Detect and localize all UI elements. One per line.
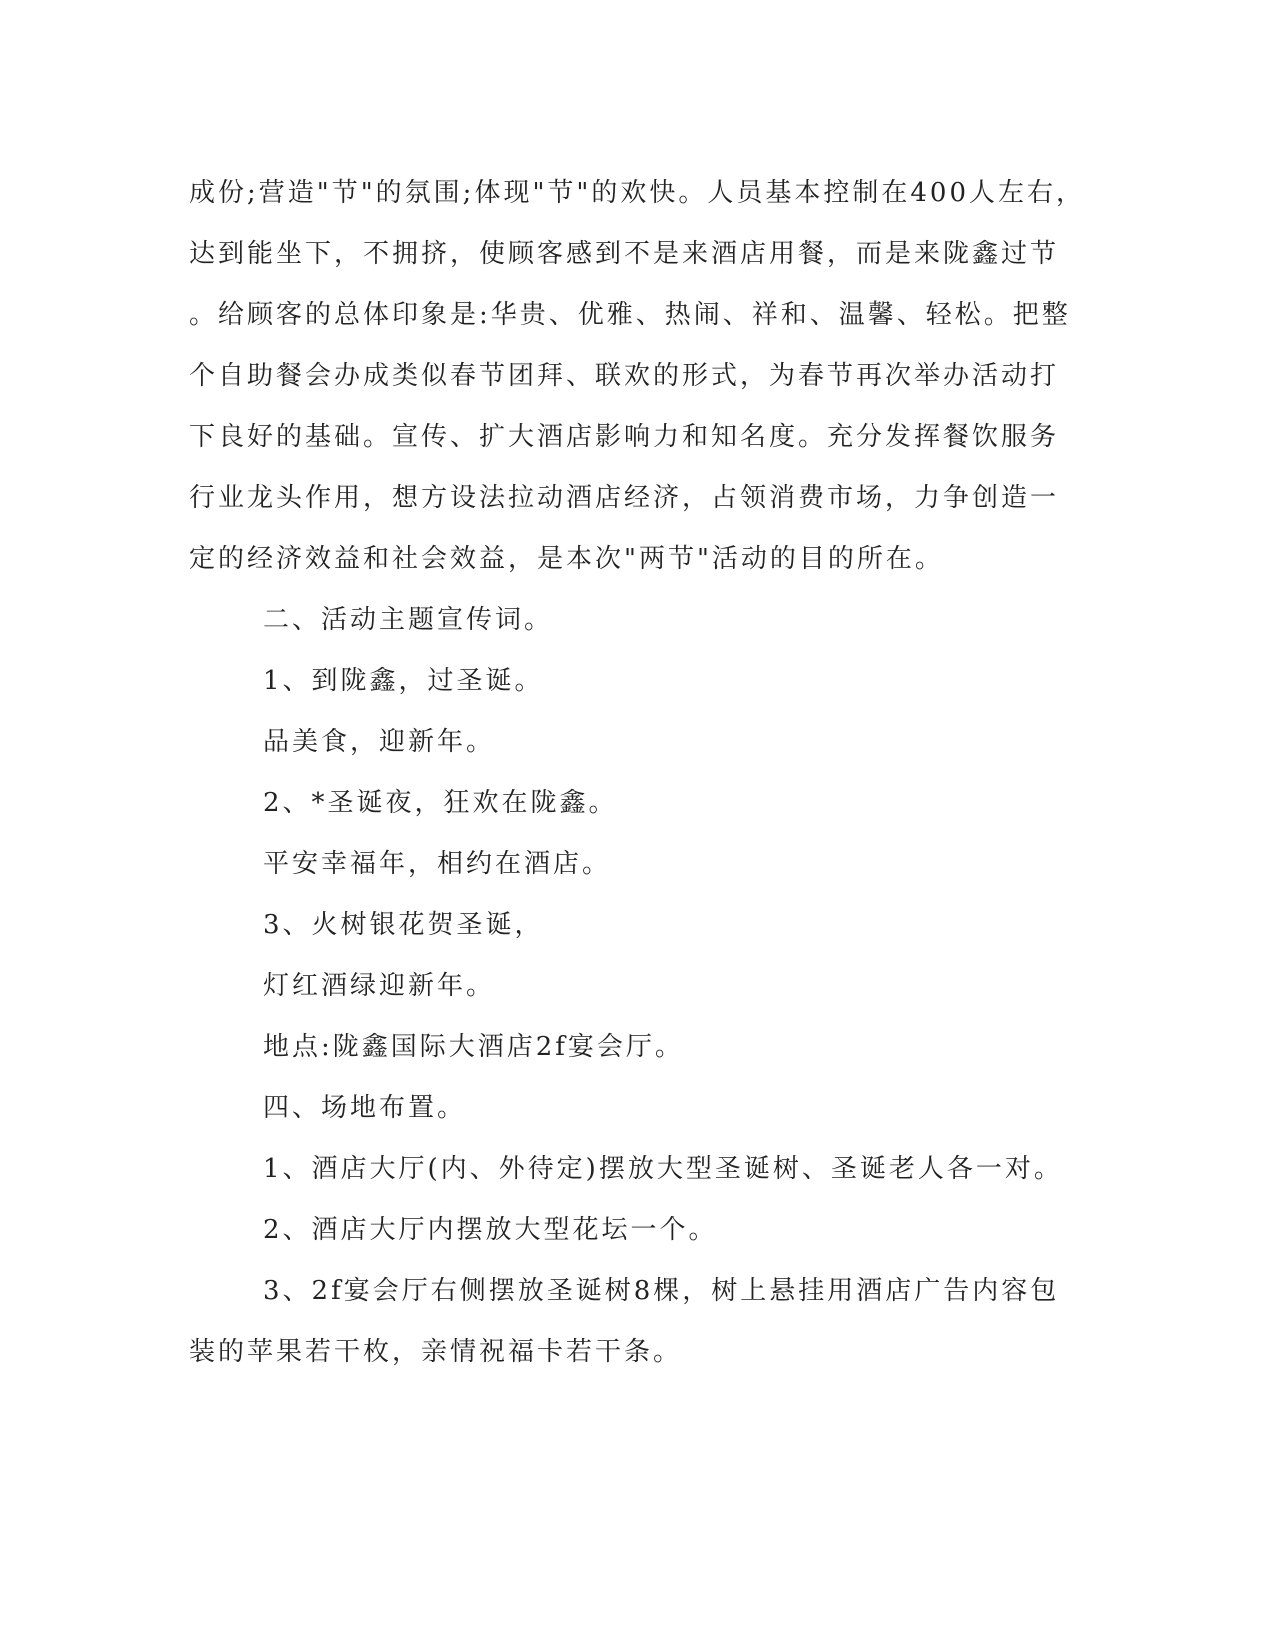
section-heading-venue-setup: 四、场地布置。 [263, 1093, 467, 1123]
paragraph-line: 行业龙头作用，想方设法拉动酒店经济，占领消费市场，力争创造一 [189, 483, 1060, 513]
paragraph-line: 达到能坐下，不拥挤，使顾客感到不是来酒店用餐，而是来陇鑫过节 [189, 239, 1060, 269]
paragraph-line: 个自助餐会办成类似春节团拜、联欢的形式，为春节再次举办活动打 [189, 361, 1060, 391]
section-heading-theme-slogans: 二、活动主题宣传词。 [263, 605, 554, 635]
arrangement-item-continuation: 装的苹果若干枚，亲情祝福卡若干条。 [189, 1337, 683, 1367]
arrangement-item: 1、酒店大厅(内、外待定)摆放大型圣诞树、圣诞老人各一对。 [263, 1154, 1063, 1184]
slogan-line: 灯红酒绿迎新年。 [263, 971, 496, 1001]
slogan-line: 3、火树银花贺圣诞， [263, 910, 544, 940]
document-body [189, 163, 1085, 1383]
paragraph-line: 成份;营造"节"的氛围;体现"节"的欢快。人员基本控制在400人左右， [189, 178, 1085, 208]
slogan-line: 平安幸福年，相约在酒店。 [263, 849, 612, 879]
slogan-line: 1、到陇鑫，过圣诞。 [263, 666, 544, 696]
slogan-line: 2、*圣诞夜，狂欢在陇鑫。 [263, 788, 618, 818]
paragraph-line: 。给顾客的总体印象是:华贵、优雅、热闹、祥和、温馨、轻松。把整 [189, 300, 1071, 330]
paragraph-line: 定的经济效益和社会效益，是本次"两节"活动的目的所在。 [189, 544, 944, 574]
slogan-line: 品美食，迎新年。 [263, 727, 496, 757]
arrangement-item: 3、2f宴会厅右侧摆放圣诞树8棵，树上悬挂用酒店广告内容包 [263, 1276, 1060, 1306]
arrangement-item: 2、酒店大厅内摆放大型花坛一个。 [263, 1215, 718, 1245]
location-line: 地点:陇鑫国际大酒店2f宴会厅。 [263, 1032, 684, 1062]
paragraph-line: 下良好的基础。宣传、扩大酒店影响力和知名度。充分发挥餐饮服务 [189, 422, 1060, 452]
